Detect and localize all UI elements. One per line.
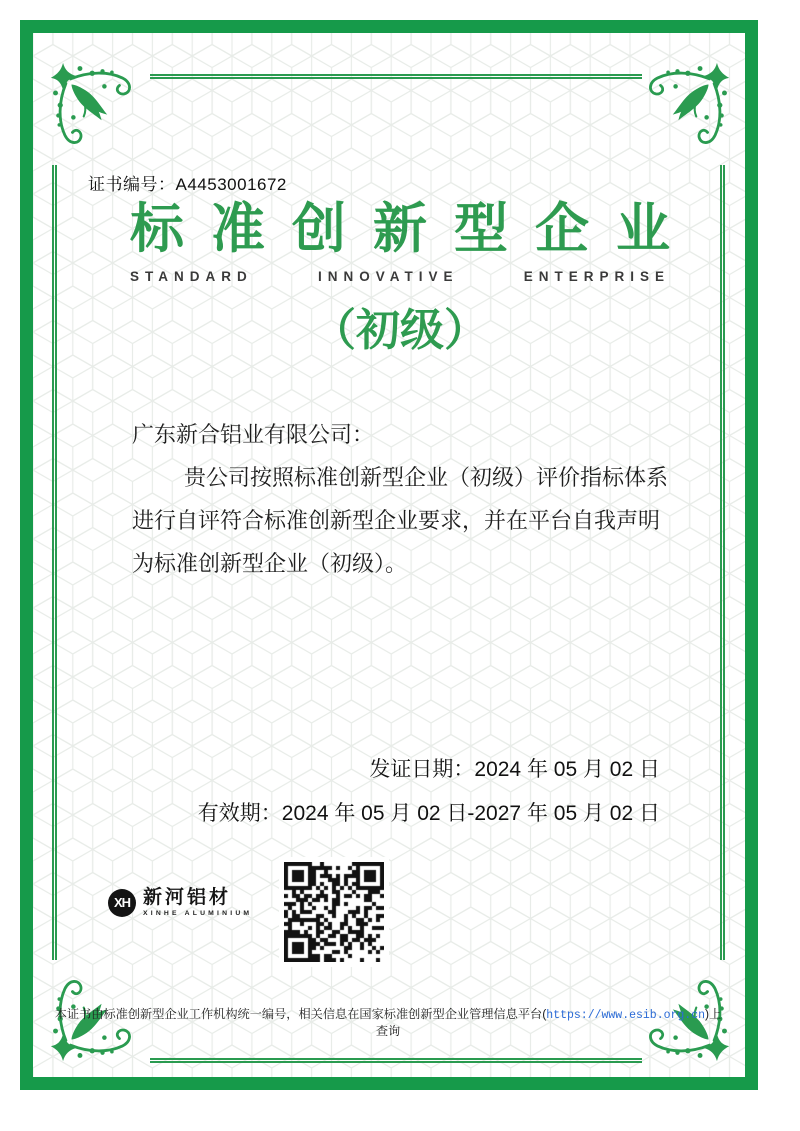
inner-frame-top-line	[150, 74, 642, 79]
dates-block	[198, 748, 660, 836]
footer-text-before: 本证书由标准创新型企业工作机构统一编号，相关信息在国家标准创新型企业管理信息平台(	[54, 1007, 547, 1021]
page-title: 标 准 创 新 型 企 业	[130, 199, 670, 259]
footer-link[interactable]: https://www.esib.org.cn	[546, 1009, 706, 1022]
qr-code-canvas	[284, 862, 384, 962]
statement-line: 贵公司按照标准创新型企业（初级）评价指标体系	[184, 465, 669, 490]
inner-frame-left-line	[52, 165, 57, 960]
logo-monogram-icon: XH	[108, 889, 136, 917]
recipient-name: 广东新合铝业有限公司：	[132, 422, 375, 447]
statement-line: 进行自评符合标准创新型企业要求，并在平台自我声明	[132, 508, 661, 533]
flourish-corner-top-left-icon	[48, 60, 142, 156]
footer-note	[53, 1005, 723, 1039]
title-level: （初级）	[312, 306, 488, 355]
certificate-number: 证书编号：A4453001672	[88, 175, 287, 194]
statement-line: 为标准创新型企业（初级）。	[132, 551, 408, 576]
issue-date: 发证日期：2024 年 05 月 02 日	[369, 758, 660, 781]
qr-code	[279, 857, 389, 967]
flourish-corner-top-right-icon	[638, 60, 732, 156]
statement-paragraph	[132, 456, 677, 585]
title-en-word: ENTERPRISE	[523, 269, 670, 284]
validity-period: 有效期：2024 年 05 月 02 日-2027 年 05 月 02 日	[197, 802, 660, 825]
footer-text-after: )上查询	[375, 1007, 722, 1038]
title-en-word: INNOVATIVE	[317, 269, 459, 284]
logo-name-en: XINHE ALUMINIUM	[143, 910, 253, 917]
logo-name-cn: 新河铝材	[143, 887, 232, 908]
company-logo	[108, 888, 252, 917]
body-text	[132, 413, 677, 585]
inner-frame-bottom-line	[150, 1058, 642, 1063]
title-en-word: STANDARD	[130, 269, 253, 284]
page-title-english	[130, 269, 670, 284]
inner-frame-right-line	[720, 165, 725, 960]
logo-text	[143, 888, 252, 917]
